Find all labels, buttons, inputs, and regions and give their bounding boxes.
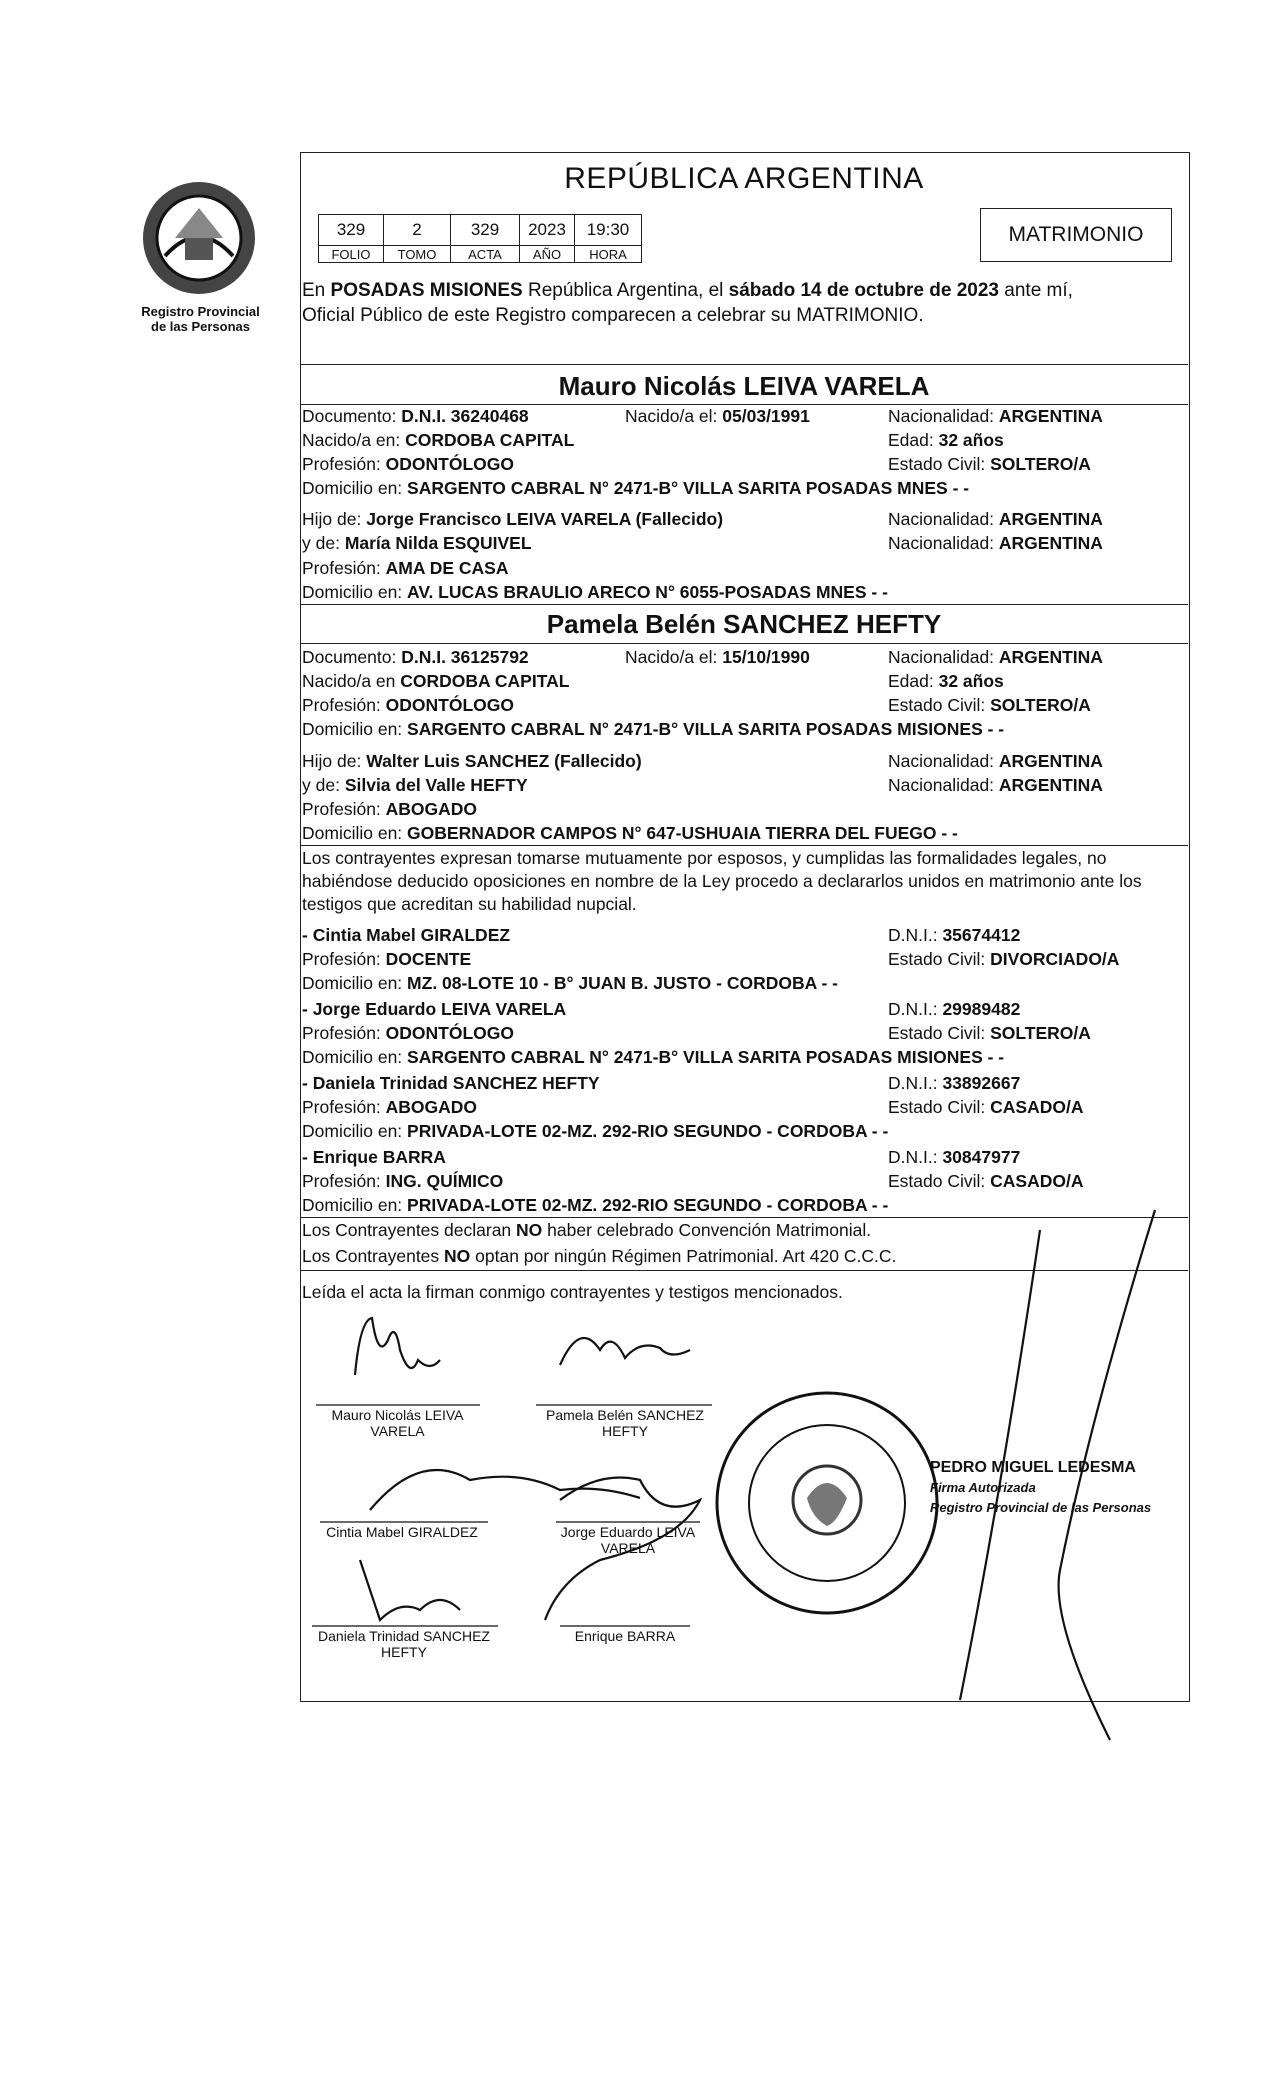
bride-signature-label [530, 1407, 720, 1439]
bride-mother: y de: Silvia del Valle HEFTY [302, 775, 528, 795]
witness-3-civil-status: Estado Civil: CASADO/A [888, 1097, 1084, 1117]
witness-3-dni: D.N.I.: 33892667 [888, 1073, 1021, 1093]
witness-2-profession: Profesión: ODONTÓLOGO [302, 1023, 514, 1043]
acta-label: ACTA [451, 246, 520, 263]
groom-signature-label [310, 1407, 485, 1439]
groom-parents-address: Domicilio en: AV. LUCAS BRAULIO ARECO N° 6055-POSADAS MNES - - [302, 582, 888, 602]
bride-signature-name: Pamela Belén SANCHEZ [546, 1407, 704, 1423]
tomo-value: 2 [384, 215, 451, 246]
bride-father-nationality: Nacionalidad: ARGENTINA [888, 751, 1103, 771]
witness-4-name: - Enrique BARRA [302, 1147, 446, 1167]
hora-label: HORA [575, 246, 642, 263]
witness-2-signature-name: VARELA [600, 1540, 656, 1556]
groom-documento: Documento: D.N.I. 36240468 [302, 406, 529, 426]
groom-name: Mauro Nicolás LEIVA VARELA [558, 371, 930, 401]
bride-birthdate: Nacido/a el: 15/10/1990 [625, 647, 810, 667]
groom-birthplace: Nacido/a en: CORDOBA CAPITAL [302, 430, 575, 450]
witness-4-signature-label: Enrique BARRA [574, 1628, 676, 1644]
intro-line2: Oficial Público de este Registro comparecen a celebrar su MATRIMONIO. [302, 305, 924, 326]
bride-address: Domicilio en: SARGENTO CABRAL N° 2471-B° VILLA SARITA POSADAS MISIONES - - [302, 719, 1005, 739]
issuer-caption-line1: Registro Provincial [141, 304, 260, 319]
bride-name: Pamela Belén SANCHEZ HEFTY [546, 609, 942, 639]
convention-line: Los Contrayentes declaran NO haber celebrado Convención Matrimonial. [302, 1220, 872, 1240]
witness-2-dni: D.N.I.: 29989482 [888, 999, 1021, 1019]
witness-1-civil-status: Estado Civil: DIVORCIADO/A [888, 949, 1120, 969]
bride-signature-name: HEFTY [602, 1423, 648, 1439]
folio-label: FOLIO [319, 246, 384, 263]
bride-parents-address: Domicilio en: GOBERNADOR CAMPOS N° 647-USHUAIA TIERRA DEL FUEGO - - [302, 823, 958, 843]
witness-3-signature-label [304, 1628, 504, 1660]
hora-value: 19:30 [575, 215, 642, 246]
groom-signature-name: VARELA [370, 1423, 425, 1439]
groom-signature-name: Mauro Nicolás LEIVA [331, 1407, 464, 1423]
groom-birthdate: Nacido/a el: 05/03/1991 [625, 406, 810, 426]
witness-2-civil-status: Estado Civil: SOLTERO/A [888, 1023, 1091, 1043]
bride-mother-nationality: Nacionalidad: ARGENTINA [888, 775, 1103, 795]
witness-1-dni: D.N.I.: 35674412 [888, 925, 1021, 945]
groom-mother-nationality: Nacionalidad: ARGENTINA [888, 533, 1103, 553]
anio-value: 2023 [520, 215, 575, 246]
official-name: PEDRO MIGUEL LEDESMA [930, 1459, 1136, 1476]
witness-3-profession: Profesión: ABOGADO [302, 1097, 478, 1117]
folio-value: 329 [319, 215, 384, 246]
intro-date: sábado 14 de octubre de 2023 [728, 280, 999, 301]
anio-label: AÑO [520, 246, 575, 263]
tomo-label: TOMO [384, 246, 451, 263]
groom-profession: Profesión: ODONTÓLOGO [302, 454, 514, 474]
closing-statement: Leída el acta la firman conmigo contrayentes y testigos mencionados. [302, 1282, 843, 1302]
witness-1-name: - Cintia Mabel GIRALDEZ [302, 925, 511, 945]
acta-value: 329 [451, 215, 520, 246]
groom-parents-profession: Profesión: AMA DE CASA [302, 558, 509, 578]
issuer-caption-line2: de las Personas [151, 319, 250, 334]
official-office: Registro Provincial de las Personas [930, 1500, 1152, 1515]
bride-civil-status: Estado Civil: SOLTERO/A [888, 695, 1091, 715]
bride-documento: Documento: D.N.I. 36125792 [302, 647, 529, 667]
witness-2-address: Domicilio en: SARGENTO CABRAL N° 2471-B° VILLA SARITA POSADAS MISIONES - - [302, 1047, 1005, 1067]
witness-4-address: Domicilio en: PRIVADA-LOTE 02-MZ. 292-RIO SEGUNDO - CORDOBA - - [302, 1195, 889, 1215]
groom-civil-status: Estado Civil: SOLTERO/A [888, 454, 1091, 474]
witness-1-address: Domicilio en: MZ. 08-LOTE 10 - B° JUAN B. JUSTO - CORDOBA - - [302, 973, 838, 993]
bride-birthplace: Nacido/a en CORDOBA CAPITAL [302, 671, 570, 691]
intro-place: POSADAS MISIONES [330, 280, 523, 301]
bride-profession: Profesión: ODONTÓLOGO [302, 695, 514, 715]
patrimonial-regime-line: Los Contrayentes NO optan por ningún Régimen Patrimonial. Art 420 C.C.C. [302, 1246, 897, 1266]
witness-1-signature-label: Cintia Mabel GIRALDEZ [326, 1524, 478, 1540]
bride-parents-profession: Profesión: ABOGADO [302, 799, 478, 819]
witness-4-dni: D.N.I.: 30847977 [888, 1147, 1021, 1167]
witness-2-signature-label [548, 1524, 708, 1556]
groom-father-nationality: Nacionalidad: ARGENTINA [888, 509, 1103, 529]
declaration-paragraph: Los contrayentes expresan tomarse mutuamente por esposos, y cumplidas las formalidades legales, no habiéndose deducido oposiciones en nombre de la Ley procedo a declararlos unidos en matrimonio ante los testigos que acreditan su habilidad nupcial. [302, 848, 1142, 914]
groom-mother: y de: María Nilda ESQUIVEL [302, 533, 532, 553]
bride-father: Hijo de: Walter Luis SANCHEZ (Fallecido) [302, 751, 642, 771]
document-title: REPÚBLICA ARGENTINA [564, 162, 924, 195]
registry-round-stamp [712, 1388, 942, 1618]
bride-age: Edad: 32 años [888, 671, 1004, 691]
witness-2-signature-name: Jorge Eduardo LEIVA [560, 1524, 696, 1540]
bride-nationality: Nacionalidad: ARGENTINA [888, 647, 1103, 667]
witness-2-name: - Jorge Eduardo LEIVA VARELA [302, 999, 567, 1019]
witness-3-name: - Daniela Trinidad SANCHEZ HEFTY [302, 1073, 600, 1093]
act-type-box: MATRIMONIO [980, 208, 1172, 262]
witness-4-civil-status: Estado Civil: CASADO/A [888, 1171, 1084, 1191]
intro-text: ante mí, [999, 280, 1073, 301]
witness-3-address: Domicilio en: PRIVADA-LOTE 02-MZ. 292-RIO SEGUNDO - CORDOBA - - [302, 1121, 889, 1141]
witness-3-signature-name: HEFTY [381, 1644, 427, 1660]
intro-text: En [302, 280, 331, 301]
authorized-official [930, 1458, 1151, 1518]
groom-father: Hijo de: Jorge Francisco LEIVA VARELA (Fallecido) [302, 509, 724, 529]
groom-nationality: Nacionalidad: ARGENTINA [888, 406, 1103, 426]
groom-age: Edad: 32 años [888, 430, 1004, 450]
witness-1-profession: Profesión: DOCENTE [302, 949, 472, 969]
witness-4-profession: Profesión: ING. QUÍMICO [302, 1171, 504, 1191]
official-role: Firma Autorizada [930, 1480, 1036, 1495]
groom-address: Domicilio en: SARGENTO CABRAL N° 2471-B° VILLA SARITA POSADAS MNES - - [302, 478, 970, 498]
intro-text: República Argentina, el [522, 280, 729, 301]
witness-3-signature-name: Daniela Trinidad SANCHEZ [318, 1628, 490, 1644]
